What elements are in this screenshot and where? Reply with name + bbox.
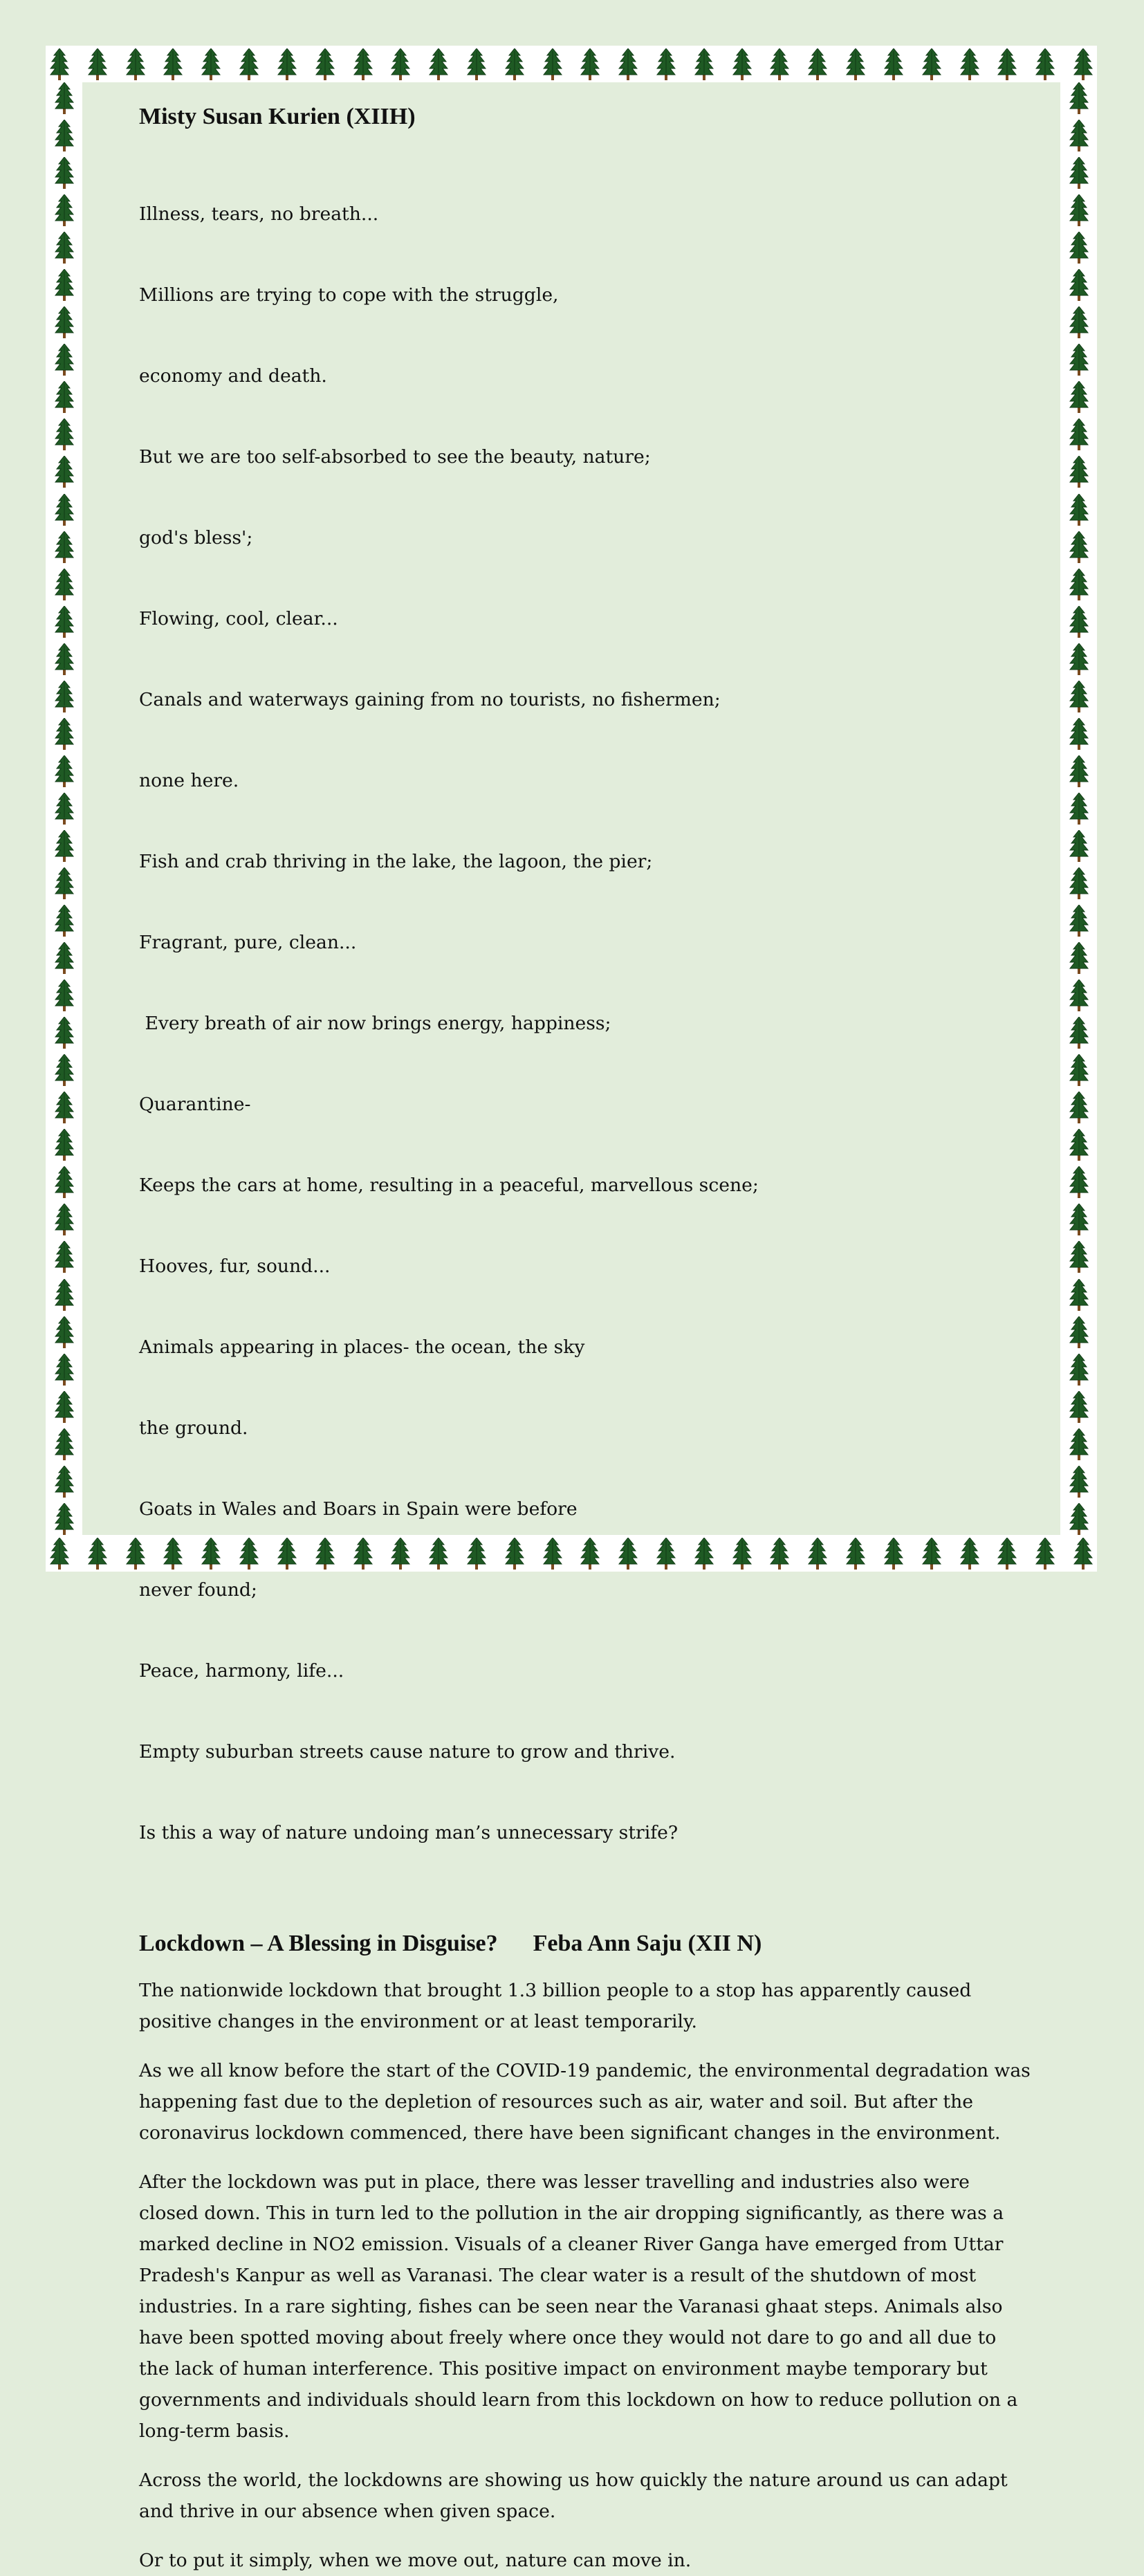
poem-line: But we are too self-absorbed to see the beauty, nature; (139, 446, 651, 468)
pine-tree-icon (997, 48, 1017, 80)
pine-tree-icon (55, 1279, 74, 1311)
poem-line: Hooves, fur, sound... (139, 1255, 331, 1277)
pine-tree-icon (1069, 269, 1089, 301)
border-left (46, 82, 82, 1535)
pine-tree-icon (1069, 194, 1089, 226)
poem-line: the ground. (139, 1417, 248, 1439)
pine-tree-icon (55, 830, 74, 862)
pine-tree-icon (277, 48, 297, 80)
border-right (1060, 82, 1097, 1535)
pine-tree-icon (505, 48, 524, 80)
poem-line: Keeps the cars at home, resulting in a peaceful, marvellous scene; (139, 1175, 759, 1196)
pine-tree-icon (126, 48, 145, 80)
pine-tree-icon (55, 1017, 74, 1049)
pine-tree-icon (1069, 1017, 1089, 1049)
pine-tree-icon (1069, 1054, 1089, 1086)
pine-tree-icon (1069, 531, 1089, 563)
pine-tree-icon (55, 1316, 74, 1348)
pine-tree-icon (1035, 1538, 1055, 1570)
pine-tree-icon (55, 1466, 74, 1498)
pine-tree-icon (55, 82, 74, 114)
poem-line: Quarantine- (139, 1094, 251, 1115)
pine-tree-icon (884, 48, 903, 80)
pine-tree-icon (55, 494, 74, 526)
pine-tree-icon (55, 1166, 74, 1198)
poem-line: never found; (139, 1579, 257, 1601)
pine-tree-icon (50, 48, 69, 80)
pine-tree-icon (1069, 82, 1089, 114)
pine-tree-icon (55, 269, 74, 301)
pine-tree-icon (1035, 48, 1055, 80)
pine-tree-icon (1069, 418, 1089, 450)
poem-line: god's bless'; (139, 527, 253, 549)
essay-paragraph: Or to put it simply, when we move out, nature can move in. (139, 2550, 692, 2571)
pine-tree-icon (694, 48, 714, 80)
pine-tree-icon (55, 942, 74, 974)
pine-tree-icon (55, 1241, 74, 1273)
pine-tree-icon (55, 1503, 74, 1535)
pine-tree-icon (55, 456, 74, 488)
pine-tree-icon (55, 681, 74, 712)
pine-tree-icon (55, 979, 74, 1011)
pine-tree-icon (1069, 793, 1089, 825)
pine-tree-icon (55, 531, 74, 563)
poem-line: Peace, harmony, life... (139, 1660, 344, 1682)
pine-tree-icon (1069, 867, 1089, 899)
pine-tree-icon (55, 1354, 74, 1386)
pine-tree-icon (55, 306, 74, 338)
pine-tree-icon (1069, 1166, 1089, 1198)
pine-tree-icon (88, 48, 107, 80)
pine-tree-icon (1069, 830, 1089, 862)
pine-tree-icon (55, 1428, 74, 1460)
pine-tree-icon (1069, 1466, 1089, 1498)
pine-tree-icon (1069, 494, 1089, 526)
pine-tree-icon (55, 606, 74, 638)
pine-tree-icon (543, 48, 562, 80)
pine-tree-icon (1069, 606, 1089, 638)
pine-tree-icon (55, 194, 74, 226)
pine-tree-icon (770, 48, 789, 80)
poem-author-heading: Misty Susan Kurien (XIIH) (139, 104, 416, 129)
pine-tree-icon (1069, 643, 1089, 675)
essay-paragraph: After the lockdown was put in place, there was lesser travelling and industries also were closed down. This in turn led to the pollution in the air dropping significantly, as there was a marked decline in NO2 emission. Visuals of a cleaner River Ganga have emerged from Uttar Pradesh's Kanpur as well as Varanasi. The clear water is a result of the shutdown of most industries. In a rare sighting, fishes can be seen near the Varanasi ghaat steps. Animals also have been spotted moving about freely where once they would not dare to go and all due to the lack of human interference. This positive impact on environment maybe temporary but governments and individuals should learn from this lockdown on how to reduce pollution on a long-term basis. (139, 2171, 1018, 2442)
pine-tree-icon (55, 1054, 74, 1086)
pine-tree-icon (1069, 456, 1089, 488)
pine-tree-icon (1069, 1204, 1089, 1235)
pine-tree-icon (467, 48, 486, 80)
pine-tree-icon (55, 1204, 74, 1235)
poem-line: Flowing, cool, clear... (139, 608, 338, 629)
pine-tree-icon (55, 418, 74, 450)
poem-line: Goats in Wales and Boars in Spain were before (139, 1498, 578, 1520)
pine-tree-icon (1069, 1279, 1089, 1311)
pine-tree-icon (55, 1129, 74, 1161)
pine-tree-icon (55, 905, 74, 937)
pine-tree-icon (808, 48, 827, 80)
page-content (139, 104, 1031, 2576)
pine-tree-icon (1069, 344, 1089, 376)
pine-tree-icon (1069, 1391, 1089, 1423)
pine-tree-icon (846, 48, 865, 80)
pine-tree-icon (429, 48, 448, 80)
pine-tree-icon (1073, 1538, 1093, 1570)
pine-tree-icon (88, 1538, 107, 1570)
poem-line: Animals appearing in places- the ocean, the sky (139, 1336, 585, 1358)
poem-body (139, 147, 1031, 1900)
pine-tree-icon (55, 793, 74, 825)
pine-tree-icon (1069, 905, 1089, 937)
essay-author: Feba Ann Saju (XII N) (533, 1931, 762, 1956)
pine-tree-icon (1069, 979, 1089, 1011)
poem-line: economy and death. (139, 365, 327, 387)
poem-line: Fish and crab thriving in the lake, the lagoon, the pier; (139, 851, 653, 872)
pine-tree-icon (201, 48, 221, 80)
pine-tree-icon (656, 48, 676, 80)
pine-tree-icon (55, 718, 74, 750)
pine-tree-icon (1069, 755, 1089, 787)
poem-line: Illness, tears, no breath... (139, 203, 379, 225)
border-top (46, 46, 1097, 82)
pine-tree-icon (55, 867, 74, 899)
pine-tree-icon (55, 1092, 74, 1123)
essay-title: Lockdown – A Blessing in Disguise? (139, 1931, 498, 1956)
poem-line: Canals and waterways gaining from no tourists, no fishermen; (139, 689, 721, 710)
pine-tree-icon (50, 1538, 69, 1570)
poem-line: Empty suburban streets cause nature to grow and thrive. (139, 1741, 676, 1763)
pine-tree-icon (55, 344, 74, 376)
pine-tree-icon (1069, 1241, 1089, 1273)
pine-tree-icon (1069, 942, 1089, 974)
pine-tree-icon (1069, 1316, 1089, 1348)
pine-tree-icon (1069, 232, 1089, 264)
pine-tree-icon (1069, 120, 1089, 151)
poem-line: Fragrant, pure, clean... (139, 932, 357, 953)
pine-tree-icon (55, 755, 74, 787)
pine-tree-icon (580, 48, 600, 80)
pine-tree-icon (239, 48, 259, 80)
pine-tree-icon (391, 48, 410, 80)
pine-tree-icon (315, 48, 335, 80)
pine-tree-icon (960, 48, 979, 80)
pine-tree-icon (1069, 569, 1089, 600)
pine-tree-icon (1073, 48, 1093, 80)
pine-tree-icon (1069, 1503, 1089, 1535)
pine-tree-icon (1069, 381, 1089, 413)
pine-tree-icon (55, 232, 74, 264)
pine-tree-icon (55, 569, 74, 600)
pine-tree-icon (922, 48, 941, 80)
pine-tree-icon (618, 48, 638, 80)
pine-tree-icon (1069, 157, 1089, 189)
pine-tree-icon (55, 1391, 74, 1423)
pine-tree-icon (1069, 1092, 1089, 1123)
pine-tree-icon (1069, 1354, 1089, 1386)
poem-line: Every breath of air now brings energy, happiness; (139, 1013, 611, 1034)
pine-tree-icon (55, 643, 74, 675)
pine-tree-icon (55, 157, 74, 189)
poem-line: Millions are trying to cope with the struggle, (139, 284, 559, 306)
pine-tree-icon (55, 381, 74, 413)
pine-tree-icon (1069, 1428, 1089, 1460)
pine-tree-icon (163, 48, 183, 80)
essay-paragraph: Across the world, the lockdowns are showing us how quickly the nature around us can adapt and thrive in our absence when given space. (139, 2469, 1008, 2522)
pine-tree-icon (1069, 718, 1089, 750)
pine-tree-icon (1069, 681, 1089, 712)
pine-tree-icon (1069, 1129, 1089, 1161)
poem-line: none here. (139, 770, 239, 791)
essay-paragraph: The nationwide lockdown that brought 1.3 billion people to a stop has apparently caused positive changes in the environment or at least temporarily. (139, 1980, 972, 2032)
essay-paragraph: As we all know before the start of the COVID-19 pandemic, the environmental degradation was happening fast due to the depletion of resources such as air, water and soil. But after the coronavirus lockdown commenced, there have been significant changes in the environment. (139, 2060, 1031, 2144)
pine-tree-icon (1069, 306, 1089, 338)
poem-line: Is this a way of nature undoing man’s unnecessary strife? (139, 1822, 679, 1843)
essay-heading (139, 1931, 1031, 1957)
pine-tree-icon (55, 120, 74, 151)
pine-tree-icon (353, 48, 373, 80)
pine-tree-icon (732, 48, 752, 80)
